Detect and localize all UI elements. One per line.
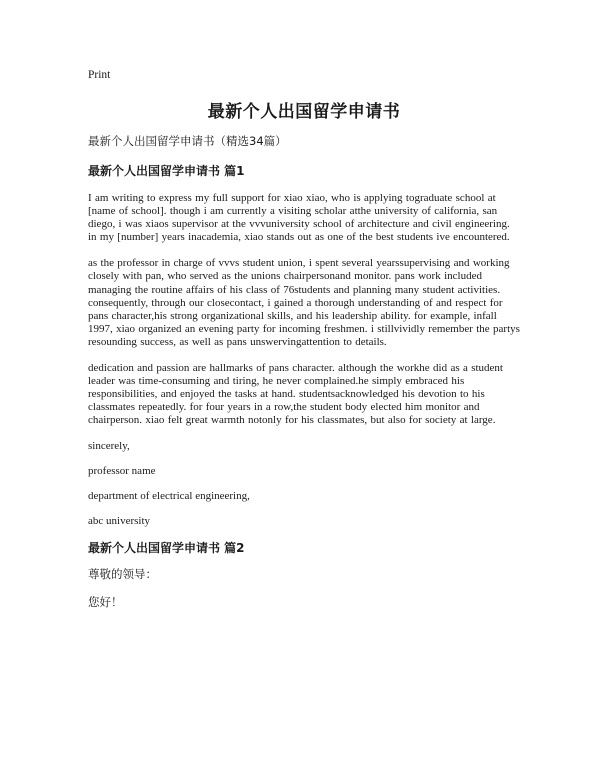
print-link[interactable]: Print bbox=[88, 69, 111, 81]
section-1-paragraph-3: dedication and passion are hallmarks of pans character. although the workhe did as a student leader was time-consuming and tiring, he never complained.he simply embraced his responsibilities, and enjoyed the tasks at hand. studentsacknowledged his devotion to his classmates repeatedly. for four years in a row,the student body elected him monitor and chairperson. xiao felt great warmth notonly for his classmates, but also for society at large. bbox=[88, 362, 503, 427]
signature-name: professor name bbox=[88, 464, 156, 477]
section-2-heading: 最新个人出国留学申请书 篇2 bbox=[88, 540, 245, 555]
signature-university: abc university bbox=[88, 514, 151, 527]
document-page bbox=[88, 68, 520, 623]
closing-line: sincerely, bbox=[88, 439, 130, 452]
section-1-paragraph-2: as the professor in charge of vvvs student union, i spent several yearssupervising and working closely with pan, who served as the unions chairpersonand monitor. pans work included managing the routine affairs of his class of 76students and planning many student activities. consequently, through our closecontact, i gained a thorough understanding of and respect for pans character,his strong organizational skills, and his leadership ability. for example, infall 1997, xiao organized an evening party for incoming freshmen. i stillvividly remember the partys resounding success, as well as pans unswervingattention to details. bbox=[88, 257, 520, 348]
section-2-salutation: 尊敬的领导： bbox=[88, 566, 157, 581]
section-1-heading: 最新个人出国留学申请书 篇1 bbox=[88, 164, 245, 178]
signature-department: department of electrical engineering, bbox=[88, 489, 250, 502]
document-title: 最新个人出国留学申请书 bbox=[207, 102, 401, 122]
section-2-greeting: 您好！ bbox=[88, 594, 123, 609]
section-1-paragraph-1: I am writing to express my full support for xiao xiao, who is applying tograduate school at [name of school]. though i am currently a visiting scholar atthe university of california, san diego, i was xiaos supervisor at the vvvuniversity school of architecture and civil engineering. in my [number] years inacademia, xiao stands out as one of the best students ive encountered. bbox=[88, 192, 510, 244]
document-subtitle: 最新个人出国留学申请书（精选34篇） bbox=[88, 134, 287, 148]
